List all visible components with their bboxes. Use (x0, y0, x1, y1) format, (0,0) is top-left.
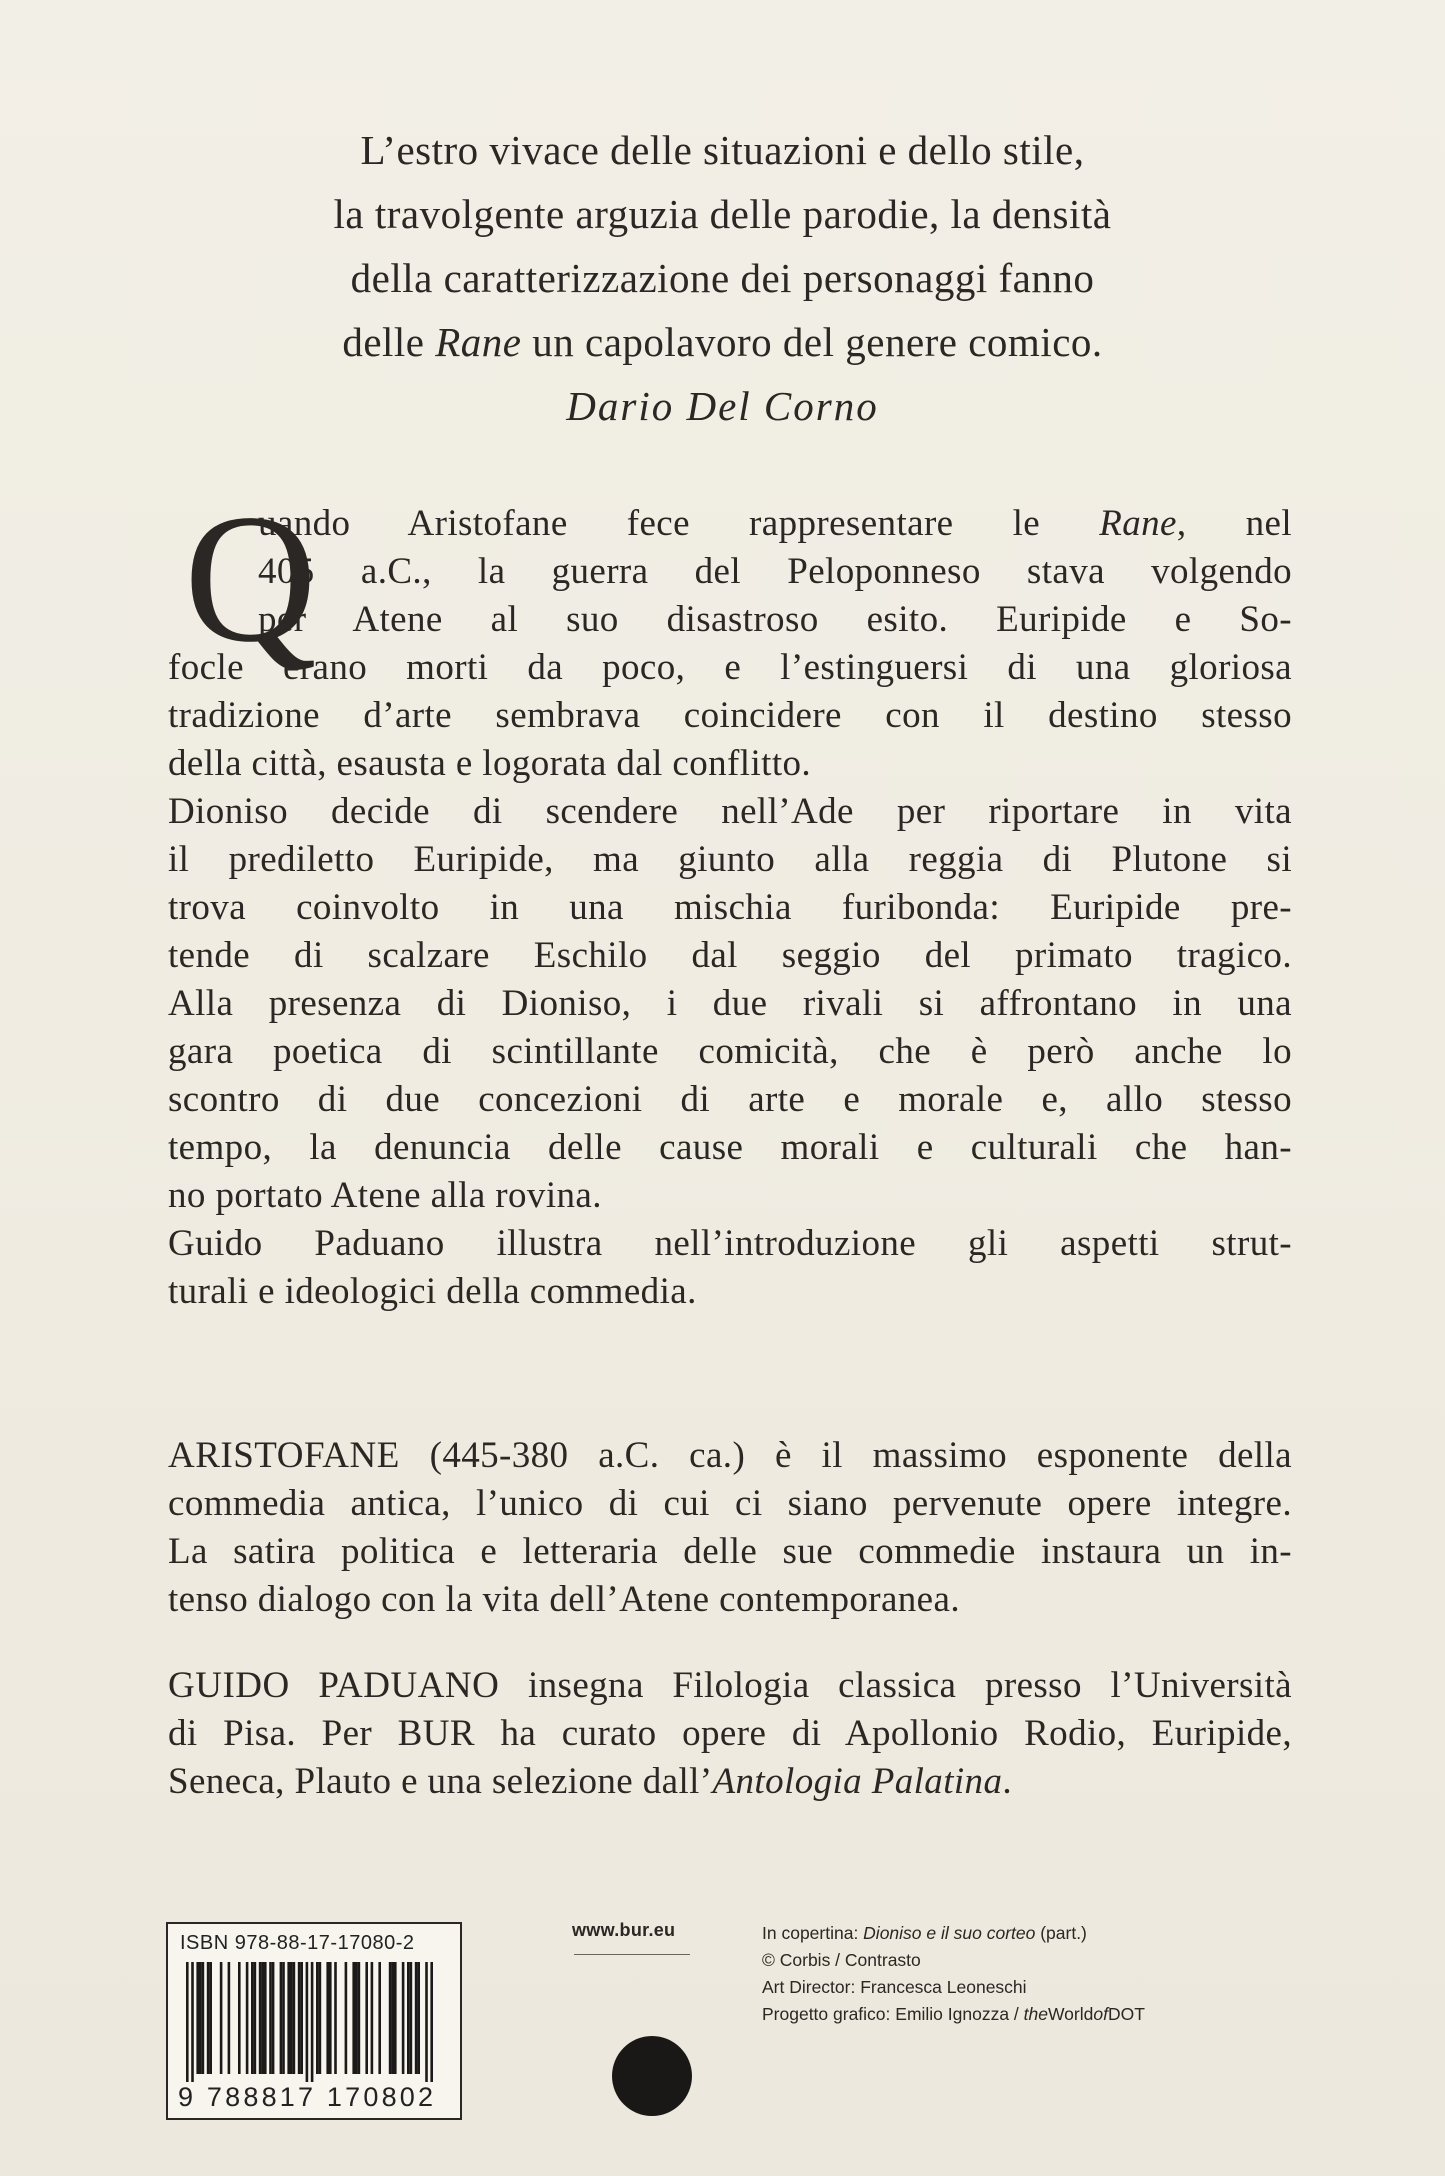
synopsis-line: Alla presenza di Dioniso, i due rivali si affrontano in una (168, 983, 1292, 1024)
barcode-bar (196, 1962, 199, 2074)
barcode-bar (415, 1962, 418, 2074)
synopsis-line: Guido Paduano illustra nell’introduzione gli aspetti strut- (168, 1223, 1292, 1264)
barcode-bar (246, 1962, 249, 2074)
barcode-bar (319, 1962, 322, 2074)
barcode-bar (202, 1962, 205, 2074)
barcode-bar (290, 1962, 293, 2074)
publisher-url[interactable]: www.bur.eu (572, 1920, 676, 1940)
synopsis-line (168, 500, 1292, 548)
bio-text: (445-380 a.C. ca.) è il massimo esponente della (399, 1435, 1292, 1476)
barcode-bar (199, 1962, 202, 2074)
isbn-barcode (166, 1922, 462, 2120)
barcode-bar (306, 1962, 309, 2082)
bio-title-italic: Antologia Palatina (712, 1761, 1003, 1802)
barcode-bar (261, 1962, 264, 2074)
isbn-label: ISBN 978-88-17-17080-2 (180, 1932, 415, 1954)
epigraph-text: un capolavoro del genere comico. (521, 319, 1103, 365)
bio-line: tenso dialogo con la vita dell’Atene contemporanea. (168, 1579, 960, 1620)
barcode-bar (326, 1962, 329, 2074)
barcode-bar (417, 1962, 420, 2074)
cover-credits (762, 1920, 1145, 2028)
epigraph-quote (0, 118, 1445, 438)
barcode-bar (389, 1962, 392, 2074)
barcode-bar (407, 1962, 410, 2074)
synopsis-line: tende di scalzare Eschilo dal seggio del primato tragico. (168, 935, 1292, 976)
credit-italic: the (1023, 2004, 1048, 2024)
editor-name: GUIDO PADUANO (168, 1665, 500, 1706)
barcode-bar (300, 1962, 303, 2074)
barcode-bar (402, 1962, 405, 2074)
epigraph-line: della caratterizzazione dei personaggi fanno (350, 255, 1095, 301)
barcode-bar (355, 1962, 358, 2074)
divider (574, 1954, 690, 1955)
credit-text: DOT (1107, 2004, 1145, 2024)
barcode-bar (207, 1962, 210, 2074)
bio-line: La satira politica e letteraria delle sue commedie instaura un in- (168, 1531, 1292, 1572)
barcode-bar (391, 1962, 394, 2074)
synopsis-line: il prediletto Euripide, ma giunto alla reggia di Plutone si (168, 839, 1292, 880)
barcode-bar (329, 1962, 332, 2074)
synopsis-line: tempo, la denuncia delle cause morali e culturali che han- (168, 1127, 1292, 1168)
bio-line: di Pisa. Per BUR ha curato opere di Apollonio Rodio, Euripide, (168, 1713, 1292, 1754)
barcode-bars (178, 1962, 450, 2082)
editor-bio (168, 1662, 1292, 1806)
barcode-bar (259, 1962, 262, 2074)
synopsis-line: 405 a.C., la guerra del Peloponneso stava volgendo (258, 551, 1292, 592)
bio-text: . (1002, 1761, 1013, 1802)
synopsis-line: trova coinvolto in una mischia furibonda: Euripide pre- (168, 887, 1292, 928)
bio-text: insegna Filologia classica presso l’Università (499, 1665, 1292, 1706)
barcode-bar (365, 1962, 368, 2074)
barcode-bar (191, 1962, 194, 2082)
synopsis (168, 476, 1292, 1316)
synopsis-line: no portato Atene alla rovina. (168, 1175, 602, 1216)
barcode-bar (311, 1962, 314, 2082)
barcode-bar (358, 1962, 361, 2074)
barcode-bar (264, 1962, 267, 2074)
barcode-bar (282, 1962, 285, 2074)
epigraph-line: la travolgente arguzia delle parodie, la densità (333, 191, 1112, 237)
barcode-bar (371, 1962, 374, 2074)
synopsis-title-italic: Rane (1099, 503, 1177, 544)
epigraph-line (0, 310, 1445, 374)
credit-text: In copertina: (762, 1923, 864, 1943)
bio-line: commedia antica, l’unico di cui ci siano pervenute opere integre. (168, 1483, 1292, 1524)
synopsis-line: turali e ideologici della commedia. (168, 1271, 697, 1312)
barcode-bar (316, 1962, 319, 2074)
barcode-bar (287, 1962, 290, 2074)
barcode-bar (378, 1962, 381, 2074)
epigraph-author: Dario Del Corno (566, 383, 879, 429)
barcode-bar (345, 1962, 348, 2074)
synopsis-line: gara poetica di scintillante comicità, che è però anche lo (168, 1031, 1292, 1072)
credit-line (762, 1920, 1145, 1947)
barcode-bar (228, 1962, 231, 2074)
barcode-bar (238, 1962, 241, 2074)
drop-cap: Q (184, 476, 318, 680)
synopsis-text: uando Aristofane fece rappresentare le (258, 503, 1100, 544)
barcode-bar (430, 1962, 433, 2082)
publisher-dot-logo (612, 2036, 692, 2116)
credit-line: © Corbis / Contrasto (762, 1950, 921, 1970)
barcode-bar (293, 1962, 296, 2074)
epigraph-title-italic: Rane (435, 319, 522, 365)
barcode-digits: 9 788817 170802 (178, 2082, 437, 2112)
barcode-bar (410, 1962, 413, 2074)
bio-line (168, 1662, 1292, 1710)
credit-line (762, 2001, 1145, 2028)
credit-text: World (1047, 2004, 1094, 2024)
synopsis-line: della città, esausta e logorata dal conflitto. (168, 743, 812, 784)
credit-line: Art Director: Francesca Leoneschi (762, 1977, 1027, 1997)
bio-line (168, 1432, 1292, 1480)
synopsis-line: per Atene al suo disastroso esito. Euripide e So- (258, 599, 1292, 640)
synopsis-text: , nel (1176, 503, 1292, 544)
bio-text: Seneca, Plauto e una selezione dall’ (168, 1761, 713, 1802)
barcode-bar (251, 1962, 254, 2074)
credit-title-italic: Dioniso e il suo corteo (863, 1923, 1036, 1943)
barcode-bar (209, 1962, 212, 2074)
barcode-bar (334, 1962, 337, 2074)
barcode-bar (298, 1962, 301, 2074)
barcode-bar (186, 1962, 189, 2082)
barcode-bar (269, 1962, 272, 2074)
synopsis-line: scontro di due concezioni di arte e morale e, allo stesso (168, 1079, 1292, 1120)
barcode-bar (280, 1962, 283, 2074)
barcode-bar (220, 1962, 223, 2074)
epigraph-line: L’estro vivace delle situazioni e dello stile, (360, 127, 1085, 173)
author-bio (168, 1432, 1292, 1624)
credit-text: Progetto grafico: Emilio Ignozza / (762, 2004, 1024, 2024)
synopsis-line: Dioniso decide di scendere nell’Ade per riportare in vita (168, 791, 1292, 832)
bio-line (168, 1758, 1292, 1806)
epigraph-text: delle (342, 319, 436, 365)
barcode-bar (394, 1962, 397, 2074)
barcode-bar (425, 1962, 428, 2082)
credit-text: (part.) (1035, 1923, 1087, 1943)
barcode-bar (352, 1962, 355, 2074)
barcode-bar (254, 1962, 257, 2074)
author-name: ARISTOFANE (168, 1435, 400, 1476)
synopsis-line: focle erano morti da poco, e l’estinguersi di una gloriosa (168, 647, 1292, 688)
synopsis-line: tradizione d’arte sembrava coincidere con il destino stesso (168, 695, 1292, 736)
barcode-bar (272, 1962, 275, 2074)
credit-italic: of (1093, 2004, 1108, 2024)
